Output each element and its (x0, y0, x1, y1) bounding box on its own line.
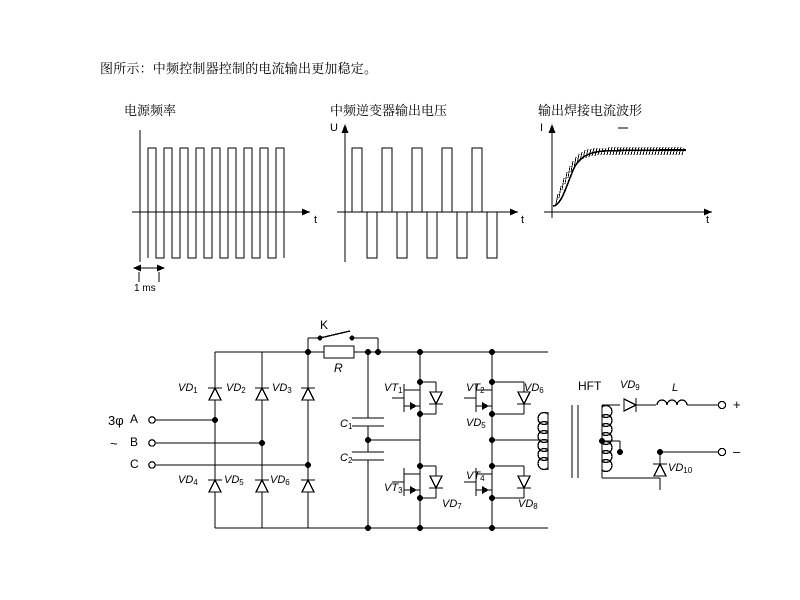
output-terminal-positive: + (733, 397, 741, 412)
supply-tilde: ~ (110, 436, 118, 451)
waveform-title-inverter-voltage: 中频逆变器输出电压 (330, 103, 448, 118)
igbt-vt3-label: $VT_3$ (384, 482, 403, 495)
inductor-l-label: L (672, 382, 679, 394)
axis-label-i: I (540, 122, 544, 134)
resistor-r-label: R (334, 361, 343, 375)
capacitor-c1-label: $C_1$ (340, 418, 353, 431)
waveform-panel-2 (337, 124, 518, 262)
supply-line-b: B (130, 435, 139, 449)
igbt-vt2-label: $VT_2$ (466, 382, 485, 395)
igbt-vt1-label: $VT_1$ (384, 382, 403, 395)
waveform-title-weld-current: 输出焊接电流波形 (538, 103, 643, 118)
axis-label-t-1: t (314, 214, 318, 226)
supply-phase-label: 3φ (108, 413, 124, 428)
contactor-k-label: K (320, 318, 329, 332)
diode-vd6-label: $VD_6$ (270, 474, 290, 487)
waveform-panel-3 (544, 124, 712, 218)
diode-vd6-freewheel-label: $VD_6$ (524, 382, 544, 395)
timebase-label: 1 ms (134, 283, 156, 294)
diode-vd3-label: $VD_3$ (272, 382, 292, 395)
page-caption: 图所示：中频控制器控制的电流输出更加稳定。 (100, 61, 378, 76)
circuit-diagram (149, 331, 726, 531)
capacitor-c2-label: $C_2$ (340, 452, 353, 465)
igbt-vt4-label: $VT_4$ (466, 470, 485, 483)
diode-vd4-label: $VD_4$ (178, 474, 198, 487)
diode-vd1-label: $VD_1$ (178, 382, 198, 395)
axis-label-t-2: t (521, 214, 525, 226)
diode-vd2-label: $VD_2$ (226, 382, 246, 395)
diode-vd7-freewheel-label: $VD_7$ (442, 498, 462, 511)
axis-label-t-3: t (706, 214, 710, 226)
diode-vd9-label: $VD_9$ (620, 379, 640, 392)
axis-label-u: U (330, 122, 338, 134)
diode-vd5-freewheel-label: $VD_5$ (466, 417, 486, 430)
diode-vd10-label: $VD_{10}$ (668, 462, 693, 475)
supply-line-a: A (130, 412, 139, 426)
diode-vd5-label: $VD_5$ (224, 474, 244, 487)
diode-vd8-freewheel-label: $VD_8$ (518, 498, 538, 511)
waveform-title-power-frequency: 电源频率 (124, 103, 177, 118)
output-terminal-negative: – (733, 444, 741, 459)
supply-line-c: C (130, 457, 139, 471)
transformer-hft-label: HFT (578, 379, 602, 393)
waveform-panel-1 (132, 130, 310, 282)
